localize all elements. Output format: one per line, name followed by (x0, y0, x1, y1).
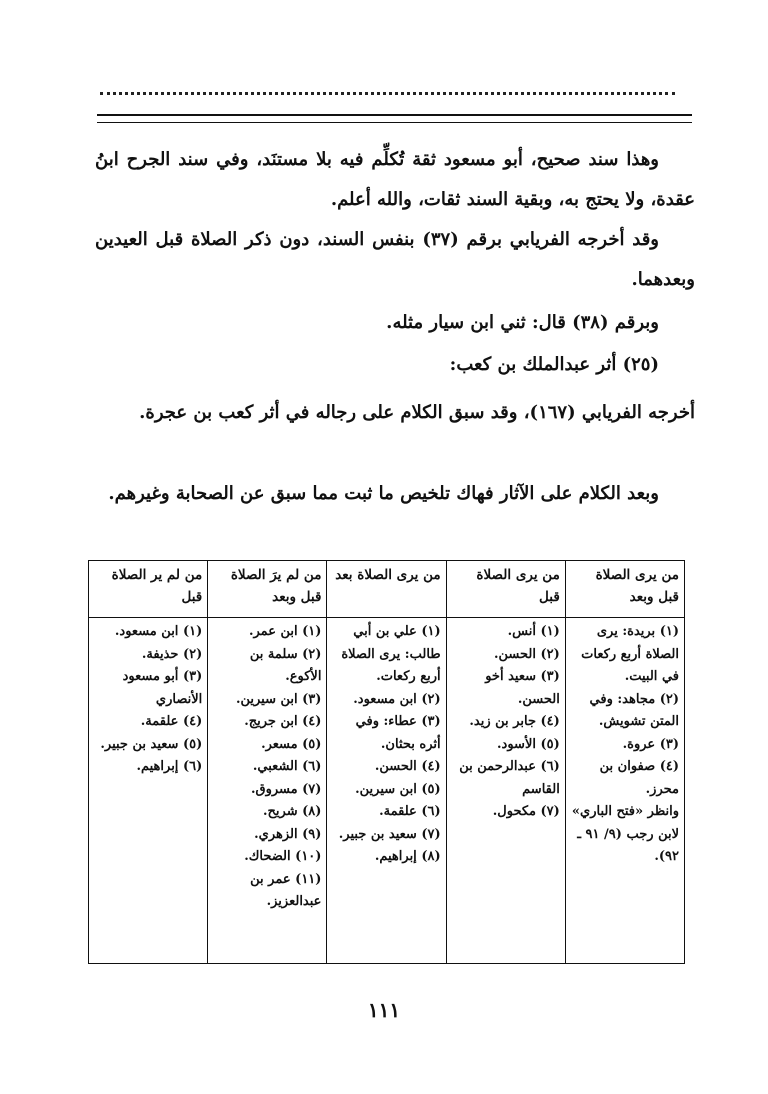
paragraph-5: أخرجه الفريابي (١٦٧)، وقد سبق الكلام على رجاله في أثر كعب بن عجرة. (139, 402, 695, 423)
table-column-cell (327, 618, 446, 964)
table-entry: (١) علي بن أبي طالب: يرى الصلاة أربع ركعات. (341, 624, 441, 684)
table-entry: (١) أنس. (507, 624, 560, 639)
table-entry: (١) ابن عمر. (248, 624, 322, 639)
table-entry: (٧) سعيد بن جبير. (338, 826, 441, 842)
table-entry: وانظر «فتح الباري» لابن رجب (٩/ ٩١ ـ ٩٢). (571, 804, 679, 864)
table-entry: (١١) عمر بن عبدالعزيز. (250, 871, 322, 909)
header-dotted-line (100, 84, 675, 95)
table-entry: (٢) مجاهد: وفي المتن تشويش. (589, 691, 679, 729)
table-entry: (٨) إبراهيم. (374, 849, 441, 864)
table-entry: (٦) إبراهيم. (136, 759, 203, 774)
table-header-cell: من لم ير الصلاة قبل (89, 561, 208, 618)
paragraph-3: وبرقم (٣٨) قال: ثني ابن سيار مثله. (386, 312, 659, 333)
paragraph-6: وبعد الكلام على الآثار فهاك تلخيص ما ثبت مما سبق عن الصحابة وغيرهم. (108, 483, 659, 504)
table-entry: (٤) صفوان بن محرز. (599, 759, 679, 797)
table-column-cell (208, 618, 327, 964)
table-entry: (١) ابن مسعود. (114, 624, 203, 639)
table-entry: (٤) جابر بن زيد. (469, 714, 560, 729)
section-heading-25: (٢٥) أثر عبدالملك بن كعب: (449, 354, 659, 375)
table-entry: (٥) سعيد بن جبير. (100, 736, 203, 752)
table-entry: (٣) سعيد أخو الحسن. (485, 669, 560, 707)
table-entry: (٦) علقمة. (379, 804, 441, 819)
table-header-cell: من يرى الصلاة بعد (327, 561, 446, 618)
table-column-cell (446, 618, 565, 964)
header-rule-thick (97, 114, 692, 116)
table-header-row (89, 561, 685, 618)
table-entry: (٨) شريح. (263, 804, 322, 819)
table-entry: (٥) ابن سيرين. (355, 781, 441, 797)
table-entry: (٧) مكحول. (492, 804, 560, 819)
table-header-cell: من يرى الصلاة قبل (446, 561, 565, 618)
table-entry: (٣) عروة. (622, 736, 679, 752)
page-number: ١١١ (367, 998, 401, 1022)
table-entry: (٥) مسعر. (261, 736, 322, 752)
table-entry: (٥) الأسود. (497, 736, 560, 752)
table-entry: (٢) الحسن. (494, 646, 560, 662)
table-entry: (٤) ابن جريج. (244, 714, 322, 729)
table-entry: (١) بريدة: يرى الصلاة أربع ركعات في البيت. (581, 624, 679, 684)
table-column-cell (565, 618, 684, 964)
header-rule-thin (97, 122, 692, 123)
table-entry: (٣) أبو مسعود الأنصاري (122, 669, 203, 707)
table-entry: (٤) علقمة. (140, 714, 203, 729)
paragraph-2: وقد أخرجه الفريابي برقم (٣٧) بنفس السند، دون ذكر الصلاة قبل العيدين وبعدهما. (95, 229, 695, 290)
table-header-cell: من لم يرَ الصلاة قبل وبعد (208, 561, 327, 618)
table-entry: (٢) ابن مسعود. (353, 691, 441, 707)
table-entry: (٢) سلمة بن الأكوع. (249, 646, 322, 684)
table-entry: (٦) عبدالرحمن بن القاسم (459, 759, 560, 797)
table-header-cell: من يرى الصلاة قبل وبعد (565, 561, 684, 618)
table-entry: (٣) ابن سيرين. (235, 691, 322, 707)
table-entry: (٤) الحسن. (374, 759, 441, 774)
table-entry: (١٠) الضحاك. (244, 849, 322, 864)
table-column-cell (89, 618, 208, 964)
paragraph-1: وهذا سند صحيح، أبو مسعود ثقة تُكلِّم فيه بلا مستنَد، وفي سند الجرح ابنُ عقدة، ولا يحتج به، وبقية السند ثقات، والله أعلم. (95, 149, 695, 210)
table-entry: (٧) مسروق. (250, 781, 322, 797)
table-body-row (89, 618, 685, 964)
table-entry: (٢) حذيفة. (141, 646, 203, 662)
summary-table (88, 560, 685, 964)
table-entry: (٩) الزهري. (254, 826, 322, 842)
table-entry: (٦) الشعبي. (252, 759, 322, 774)
table-entry: (٣) عطاء: وفي أثره بحثان. (355, 714, 441, 752)
